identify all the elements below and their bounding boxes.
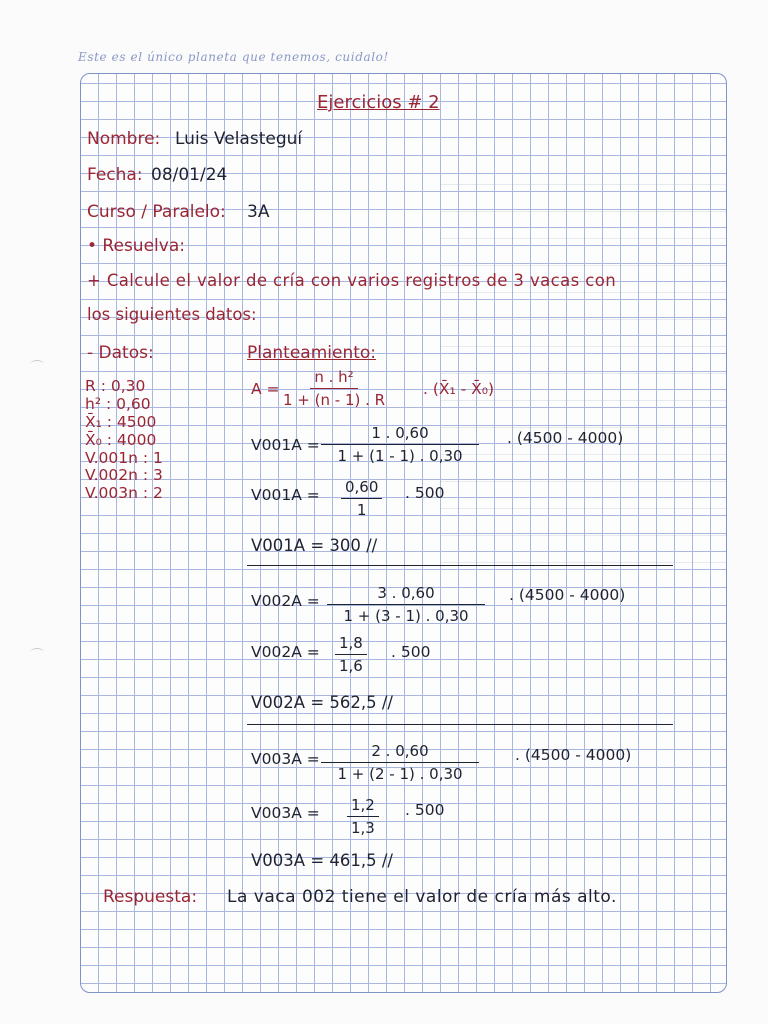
- v001-step1-numerator: 1 . 0,60: [321, 424, 479, 445]
- punch-hole-mark: [30, 360, 44, 369]
- v001-result: V001A = 300 //: [251, 536, 378, 555]
- v003-step1-numerator: 2 . 0,60: [321, 742, 479, 763]
- v002-step2-fraction: [335, 634, 367, 675]
- v001-step2-rhs: . 500: [405, 484, 445, 502]
- v002-step2-numerator: 1,8: [335, 634, 367, 655]
- v001-step2-lhs: V001A =: [251, 486, 320, 504]
- v002-step2-rhs: . 500: [391, 643, 431, 661]
- name-label: Nombre:: [87, 129, 161, 149]
- datos-item: V.003n : 2: [85, 484, 163, 502]
- v002-step1-fraction: [327, 584, 485, 625]
- v002-step1-rhs: . (4500 - 4000): [509, 586, 626, 604]
- formula-lhs: A =: [251, 380, 280, 398]
- v003-step1-rhs: . (4500 - 4000): [515, 746, 632, 764]
- formula-rhs: . (X̄₁ - X̄₀): [423, 380, 495, 398]
- datos-heading: - Datos:: [87, 343, 154, 363]
- v002-step2-denominator: 1,6: [339, 657, 363, 675]
- v003-step1-fraction: [321, 742, 479, 783]
- datos-item: V.002n : 3: [85, 466, 163, 484]
- formula-numerator: n . h²: [310, 368, 357, 389]
- v003-result: V003A = 461,5 //: [251, 851, 393, 870]
- date-value: 08/01/24: [151, 165, 228, 185]
- v001-step2-denominator: 1: [356, 501, 367, 519]
- grid-paper-sheet: [80, 73, 727, 993]
- v002-step1-numerator: 3 . 0,60: [327, 584, 485, 605]
- v003-step2-numerator: 1,2: [347, 796, 379, 817]
- v003-step2-rhs: . 500: [405, 801, 445, 819]
- v003-step1-denominator: 1 + (2 - 1) . 0,30: [337, 765, 463, 783]
- v003-step2-denominator: 1,3: [351, 819, 375, 837]
- datos-item: h² : 0,60: [85, 395, 151, 413]
- v001-step1-denominator: 1 + (1 - 1) . 0,30: [337, 447, 463, 465]
- date-label: Fecha:: [87, 165, 143, 185]
- formula-fraction: [283, 368, 385, 409]
- section-divider: [247, 565, 673, 566]
- v001-step1-fraction: [321, 424, 479, 465]
- v002-result: V002A = 562,5 //: [251, 693, 393, 712]
- v003-step2-fraction: [347, 796, 379, 837]
- formula-denominator: 1 + (n - 1) . R: [283, 391, 386, 409]
- datos-item: V.001n : 1: [85, 449, 163, 467]
- page-footer-slogan: Este es el único planeta que tenemos, cuidalo!: [78, 50, 389, 64]
- course-label: Curso / Paralelo:: [87, 202, 226, 222]
- datos-item: X̄₀ : 4000: [85, 431, 157, 449]
- v001-step1-rhs: . (4500 - 4000): [507, 429, 624, 447]
- task-line-1: + Calcule el valor de cría con varios registros de 3 vacas con: [87, 271, 617, 290]
- task-heading: • Resuelva:: [87, 236, 185, 256]
- v001-step2-fraction: [341, 478, 382, 519]
- v001-step1-lhs: V001A =: [251, 436, 320, 454]
- v001-step2-numerator: 0,60: [341, 478, 382, 499]
- punch-hole-mark: [30, 648, 44, 657]
- v002-step1-lhs: V002A =: [251, 592, 320, 610]
- v003-step2-lhs: V003A =: [251, 804, 320, 822]
- v003-step1-lhs: V003A =: [251, 750, 320, 768]
- section-divider: [247, 724, 673, 725]
- bleed-through-text: [441, 169, 727, 589]
- page-title: Ejercicios # 2: [317, 92, 440, 113]
- answer-label: Respuesta:: [103, 887, 198, 907]
- v002-step1-denominator: 1 + (3 - 1) . 0,30: [343, 607, 469, 625]
- name-value: Luis Velasteguí: [175, 129, 303, 149]
- datos-item: R : 0,30: [85, 377, 146, 395]
- answer-text: La vaca 002 tiene el valor de cría más alto.: [227, 887, 617, 907]
- task-line-2: los siguientes datos:: [87, 305, 257, 324]
- course-value: 3A: [247, 202, 270, 222]
- datos-item: X̄₁ : 4500: [85, 413, 157, 431]
- planteamiento-heading: Planteamiento:: [247, 343, 377, 363]
- v002-step2-lhs: V002A =: [251, 643, 320, 661]
